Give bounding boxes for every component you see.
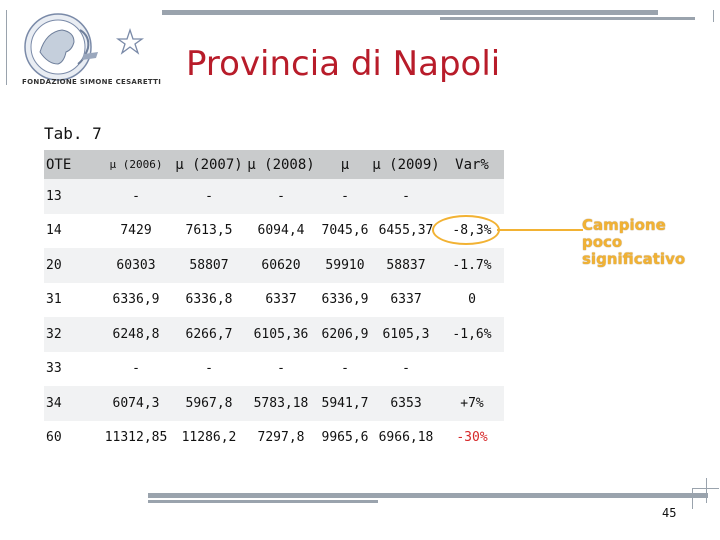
table-cell: -1,6% xyxy=(440,317,504,352)
table-cell: 60620 xyxy=(244,248,318,283)
corner-decor-line xyxy=(706,478,719,503)
table-cell: 7613,5 xyxy=(174,214,244,249)
table-cell: 11286,2 xyxy=(174,421,244,456)
table-row xyxy=(44,421,504,456)
table-cell: 6094,4 xyxy=(244,214,318,249)
table-cell: - xyxy=(318,352,372,387)
table-cell: 6336,9 xyxy=(318,283,372,318)
data-table xyxy=(44,150,504,455)
table-cell: -1.7% xyxy=(440,248,504,283)
table-cell: 7045,6 xyxy=(318,214,372,249)
highlight-oval xyxy=(432,215,500,245)
table-cell: 6336,8 xyxy=(174,283,244,318)
table-row xyxy=(44,248,504,283)
bottom-decor-bar xyxy=(148,493,708,498)
table-row xyxy=(44,179,504,214)
page-number: 45 xyxy=(662,506,677,520)
callout-connector xyxy=(497,229,583,231)
table-cell: 11312,85 xyxy=(98,421,174,456)
table-cell: 7297,8 xyxy=(244,421,318,456)
header-cell: OTE xyxy=(44,150,98,179)
table-cell: - xyxy=(98,179,174,214)
table-cell: - xyxy=(174,352,244,387)
table-cell: 20 xyxy=(44,248,98,283)
header-cell: µ (2006) xyxy=(98,150,174,179)
table-cell: 6336,9 xyxy=(98,283,174,318)
table-row xyxy=(44,386,504,421)
table-cell: 60303 xyxy=(98,248,174,283)
table-cell: 6337 xyxy=(372,283,440,318)
table-cell: 6455,37 xyxy=(372,214,440,249)
right-decor-rule xyxy=(713,10,714,22)
table-cell: - xyxy=(174,179,244,214)
table-cell: 14 xyxy=(44,214,98,249)
table-label: Tab. 7 xyxy=(44,124,102,143)
header-cell: Var% xyxy=(440,150,504,179)
table-cell: 6266,7 xyxy=(174,317,244,352)
table-cell: 60 xyxy=(44,421,98,456)
header-cell: µ xyxy=(318,150,372,179)
table-cell: 6074,3 xyxy=(98,386,174,421)
table-row xyxy=(44,317,504,352)
table-cell: 6337 xyxy=(244,283,318,318)
table-cell: 34 xyxy=(44,386,98,421)
table-cell: 58837 xyxy=(372,248,440,283)
table-cell: 6248,8 xyxy=(98,317,174,352)
table-cell: 6353 xyxy=(372,386,440,421)
header-cell: µ (2007) xyxy=(174,150,244,179)
table-cell xyxy=(440,179,504,214)
table-cell: 32 xyxy=(44,317,98,352)
top-decor-bar xyxy=(162,10,658,15)
table-cell: 31 xyxy=(44,283,98,318)
table-cell: 9965,6 xyxy=(318,421,372,456)
callout-note: Campione poco significativo xyxy=(582,216,686,268)
table-cell: 6105,36 xyxy=(244,317,318,352)
table-cell: - xyxy=(318,179,372,214)
table-cell: 0 xyxy=(440,283,504,318)
header-cell: µ (2009) xyxy=(372,150,440,179)
table-cell: 5783,18 xyxy=(244,386,318,421)
table-cell: - xyxy=(244,179,318,214)
table-cell: 5941,7 xyxy=(318,386,372,421)
table-cell: - xyxy=(372,352,440,387)
left-decor-rule xyxy=(6,10,7,85)
slide-title: Provincia di Napoli xyxy=(186,44,501,84)
table-cell: 5967,8 xyxy=(174,386,244,421)
table-cell-negative: -30% xyxy=(440,421,504,456)
table-cell: 6966,18 xyxy=(372,421,440,456)
table-cell: - xyxy=(98,352,174,387)
bottom-decor-bar-thin xyxy=(148,500,378,503)
table-cell: 6206,9 xyxy=(318,317,372,352)
table-cell: 13 xyxy=(44,179,98,214)
table-header-row xyxy=(44,150,504,179)
top-decor-bar-thin xyxy=(440,17,695,20)
table-cell: 6105,3 xyxy=(372,317,440,352)
table-cell: - xyxy=(372,179,440,214)
table-cell xyxy=(440,352,504,387)
table-row xyxy=(44,352,504,387)
table-cell: 58807 xyxy=(174,248,244,283)
table-cell: - xyxy=(244,352,318,387)
table-cell: +7% xyxy=(440,386,504,421)
header-cell: µ (2008) xyxy=(244,150,318,179)
logo-caption: FONDAZIONE SIMONE CESARETTI xyxy=(22,78,162,86)
table-cell: -8,3% xyxy=(440,214,504,249)
table-row xyxy=(44,283,504,318)
table-cell: 7429 xyxy=(98,214,174,249)
table-cell: 33 xyxy=(44,352,98,387)
table-cell: 59910 xyxy=(318,248,372,283)
